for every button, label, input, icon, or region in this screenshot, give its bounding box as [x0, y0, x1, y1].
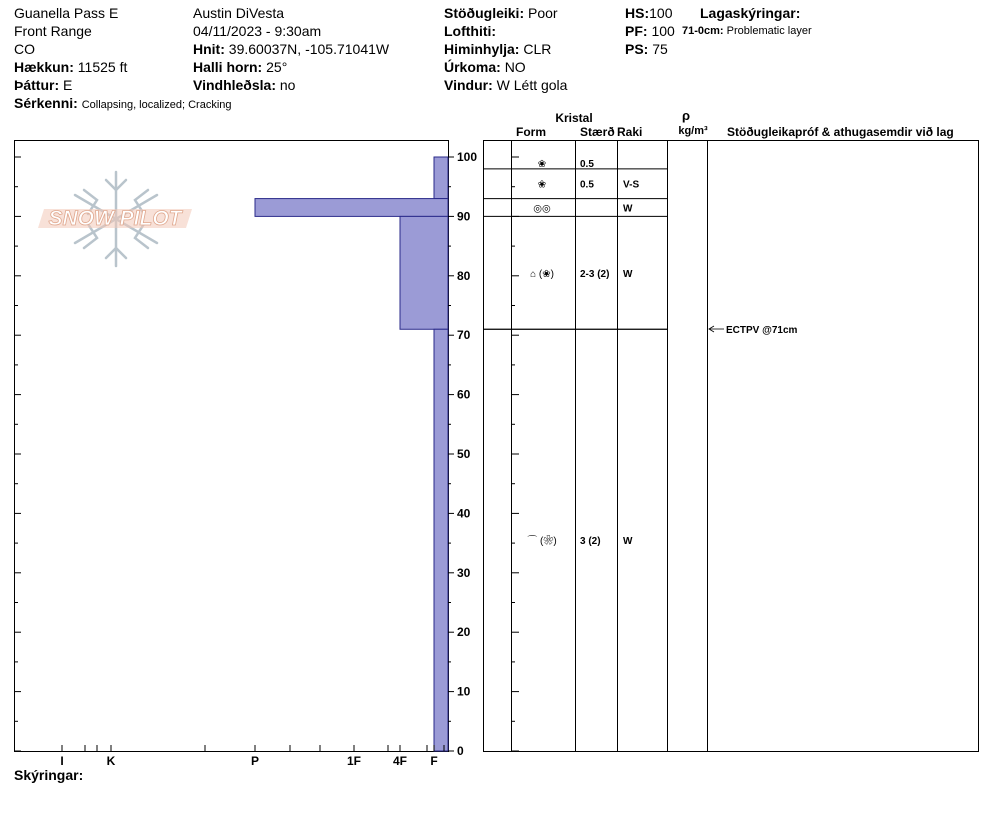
pf-value: 100 [651, 23, 675, 39]
range: Front Range [14, 23, 92, 39]
snowpilot-logo [38, 172, 192, 266]
hardness-tick-label: I [60, 754, 64, 768]
form-header: Form [516, 125, 546, 139]
rho-header: ρ [681, 108, 691, 123]
table-frame [484, 141, 979, 752]
hardness-tick-label: 1F [346, 754, 362, 768]
aspect-value: E [63, 77, 73, 93]
depth-tick-label: 60 [457, 387, 471, 402]
hardness-bar [434, 157, 448, 199]
layer-form-icon: ⌂ (❀) [530, 268, 554, 280]
table-depth-ticks [511, 157, 519, 751]
ps-value: 75 [652, 41, 668, 57]
hardness-bars [255, 157, 448, 751]
sky-value: CLR [523, 41, 552, 57]
depth-tick-label: 40 [457, 506, 471, 521]
hardness-bar [400, 216, 448, 329]
hardness-tick-label: P [250, 754, 260, 768]
slope-value: 25° [266, 59, 288, 75]
stability-value: Poor [528, 5, 558, 21]
logo-text: SNOW PILOT [48, 207, 182, 230]
aspect-label: Þáttur: [14, 77, 60, 93]
layer-form-icon: ⌒ (❀) [527, 536, 557, 548]
wind-value: W Létt gola [496, 77, 568, 93]
wind-loading-label: Vindhleðsla: [193, 77, 276, 93]
layer-table [483, 108, 979, 752]
depth-tick-label: 100 [457, 150, 478, 164]
layer-form-icon: ❀ [537, 158, 547, 170]
layer-form-icon: ❀ [537, 179, 547, 191]
left-edge-ticks [14, 157, 21, 751]
depth-axis [448, 150, 477, 758]
depth-tick-label: 10 [457, 684, 471, 699]
layer-moisture: V-S [623, 179, 640, 191]
hardness-tick-label: 4F [392, 754, 408, 768]
layer-size: 3 (2) [580, 536, 601, 548]
depth-tick-label: 0 [457, 744, 464, 758]
slope-label: Halli horn: [193, 59, 263, 75]
layer-notes-label: Lagaskýringar: [700, 5, 801, 21]
layer-size: 0.5 [580, 179, 594, 191]
layer-moisture: W [623, 536, 633, 548]
wind-loading-value: no [279, 77, 296, 93]
depth-tick-label: 50 [457, 447, 471, 461]
precip-value: NO [504, 59, 526, 75]
layer-size: 2-3 (2) [580, 268, 610, 280]
test-result-label: ECTPV @71cm [726, 325, 798, 336]
comments-header: Stöðugleikapróf & athugasemdir við lag [727, 125, 954, 139]
location: Guanella Pass E [14, 5, 119, 21]
layer-note-text: Problematic layer [726, 25, 812, 37]
pf-label: PF: [625, 23, 648, 39]
datetime: 04/11/2023 - 9:30am [193, 23, 322, 39]
elevation-value: 11525 ft [77, 59, 128, 75]
state: CO [14, 41, 35, 57]
stability-label: Stöðugleiki: [444, 5, 525, 21]
features-value: Collapsing, localized; Cracking [81, 99, 232, 111]
moisture-header: Raki [617, 125, 643, 139]
hs-value: 100 [649, 5, 673, 21]
coords-value: 39.60037N, -105.71041W [228, 41, 390, 57]
features-label: Sérkenni: [14, 95, 78, 111]
hardness-bar [434, 329, 448, 751]
hardness-tick-label: F [430, 754, 438, 768]
depth-tick-label: 70 [457, 328, 471, 343]
test-result-annotation [709, 325, 798, 336]
wind-label: Vindur: [444, 77, 493, 93]
crystal-header: Kristal [555, 111, 593, 125]
notes-label: Skýringar: [14, 767, 84, 783]
depth-tick-label: 30 [457, 565, 471, 580]
layer-form-icon: ◎◎ [533, 203, 551, 215]
air-temp-label: Lofthiti: [444, 23, 497, 39]
layer-moisture: W [623, 203, 633, 215]
hardness-bar [255, 199, 448, 217]
layer-note-depth: 71-0cm: [682, 25, 724, 37]
coords-label: Hnit: [193, 41, 225, 57]
sky-label: Himinhylja: [444, 41, 520, 57]
depth-tick-label: 20 [457, 625, 471, 640]
hardness-axis [60, 745, 444, 768]
depth-tick-label: 80 [457, 268, 471, 283]
observer: Austin DiVesta [193, 5, 285, 21]
layer-moisture: W [623, 268, 633, 280]
hardness-tick-label: K [106, 754, 116, 768]
layer-size: 0.5 [580, 158, 594, 170]
ps-label: PS: [625, 41, 649, 57]
hardness-plot-frame [15, 141, 449, 752]
size-header: Stærð [580, 125, 615, 139]
depth-tick-label: 90 [457, 209, 471, 224]
density-header: kg/m³ [678, 125, 708, 137]
hs-label: HS: [625, 5, 650, 21]
elevation-label: Hækkun: [14, 59, 74, 75]
precip-label: Úrkoma: [444, 59, 501, 75]
